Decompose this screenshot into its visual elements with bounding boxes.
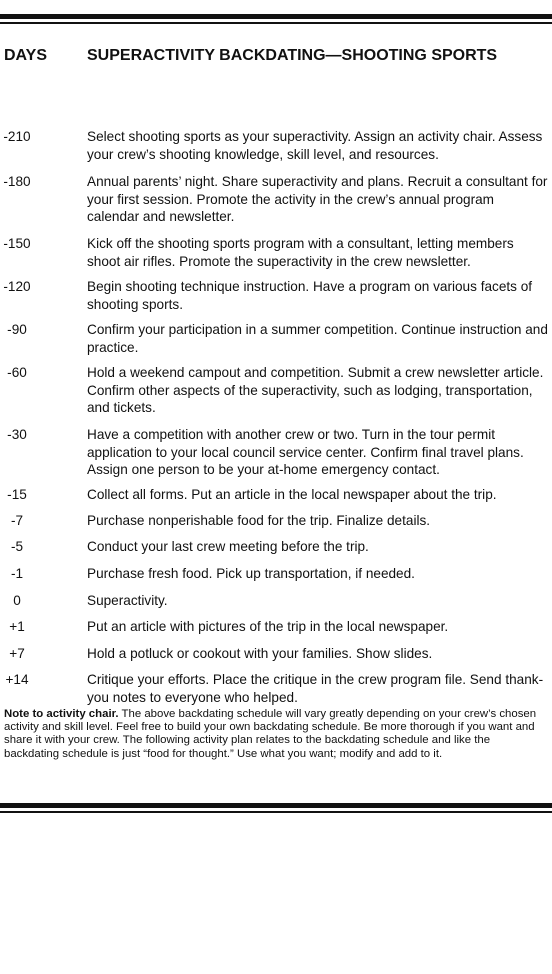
schedule-row [0, 538, 552, 565]
schedule-text: Begin shooting technique instruction. Have a program on various facets of shooting sports. [87, 279, 533, 312]
schedule-text: Conduct your last crew meeting before the trip. [87, 539, 369, 554]
schedule-row [0, 512, 552, 538]
schedule-text: Critique your efforts. Place the critique in the crew program file. Send thank-you notes to everyone who helped. [87, 672, 544, 705]
schedule-text: Purchase nonperishable food for the trip. Finalize details. [87, 513, 431, 528]
schedule-text: Superactivity. [87, 593, 168, 608]
note-to-activity-chair [4, 708, 548, 761]
schedule-day: -210 [3, 129, 31, 144]
schedule-day: +7 [9, 646, 25, 661]
schedule-row [0, 592, 552, 618]
schedule-row [0, 618, 552, 645]
schedule-row [0, 426, 552, 486]
schedule-day: -7 [10, 513, 24, 528]
schedule-text: Hold a potluck or cookout with your families. Show slides. [87, 646, 433, 661]
schedule-day: -150 [3, 236, 31, 251]
schedule-text: Hold a weekend campout and competition. Submit a crew newsletter article. Confirm other aspects of the superactivity, such as lodging, transportation, and tickets. [87, 365, 544, 415]
schedule-row [0, 486, 552, 512]
days-column-heading: DAYS [4, 47, 47, 64]
schedule-day: 0 [13, 593, 21, 608]
schedule-day: -30 [7, 427, 27, 442]
top-double-rule [0, 14, 552, 24]
schedule-day: -1 [10, 566, 24, 581]
note-label: Note to activity chair. [4, 708, 119, 720]
schedule-day: -90 [7, 322, 27, 337]
bottom-double-rule [0, 803, 552, 813]
schedule-text: Put an article with pictures of the trip in the local newspaper. [87, 619, 449, 634]
schedule-row [0, 565, 552, 592]
backdating-schedule [0, 128, 552, 716]
page-title: SUPERACTIVITY BACKDATING—SHOOTING SPORTS [87, 47, 498, 64]
schedule-day: -60 [7, 365, 27, 380]
schedule-day: +1 [9, 619, 25, 634]
schedule-text: Select shooting sports as your superactivity. Assign an activity chair. Assess your crew’s shooting knowledge, skill level, and resources. [87, 129, 543, 162]
schedule-row [0, 235, 552, 278]
schedule-text: Confirm your participation in a summer competition. Continue instruction and practice. [87, 322, 548, 355]
schedule-text: Collect all forms. Put an article in the local newspaper about the trip. [87, 487, 497, 502]
note-text: The above backdating schedule will vary greatly depending on your crew’s chosen activity and skill level. Feel free to build your own backdating schedule. Be more thorough if you want and share it with your crew. The following activity plan relates to the backdating schedule and like the backdating schedule is just “food for thought.” Use what you want; modify and add to it. [4, 708, 537, 760]
schedule-text: Annual parents’ night. Share superactivity and plans. Recruit a consultant for your first session. Promote the activity in the crew’s annual program calendar and newsletter. [87, 174, 548, 224]
schedule-day: -180 [3, 174, 31, 189]
schedule-day: -5 [10, 539, 24, 554]
schedule-day: -120 [3, 279, 31, 294]
schedule-row [0, 173, 552, 235]
schedule-row [0, 321, 552, 364]
schedule-text: Purchase fresh food. Pick up transportation, if needed. [87, 566, 415, 581]
schedule-row [0, 278, 552, 321]
schedule-row [0, 645, 552, 671]
schedule-day: -15 [7, 487, 27, 502]
schedule-text: Have a competition with another crew or two. Turn in the tour permit application to your local council service center. Confirm final travel plans. Assign one person to be your at-home emergency contact. [87, 427, 524, 477]
schedule-row [0, 128, 552, 173]
schedule-text: Kick off the shooting sports program with a consultant, letting members shoot air rifles. Promote the superactivity in the crew newsletter. [87, 236, 514, 269]
schedule-row [0, 364, 552, 426]
schedule-day: +14 [5, 672, 29, 687]
